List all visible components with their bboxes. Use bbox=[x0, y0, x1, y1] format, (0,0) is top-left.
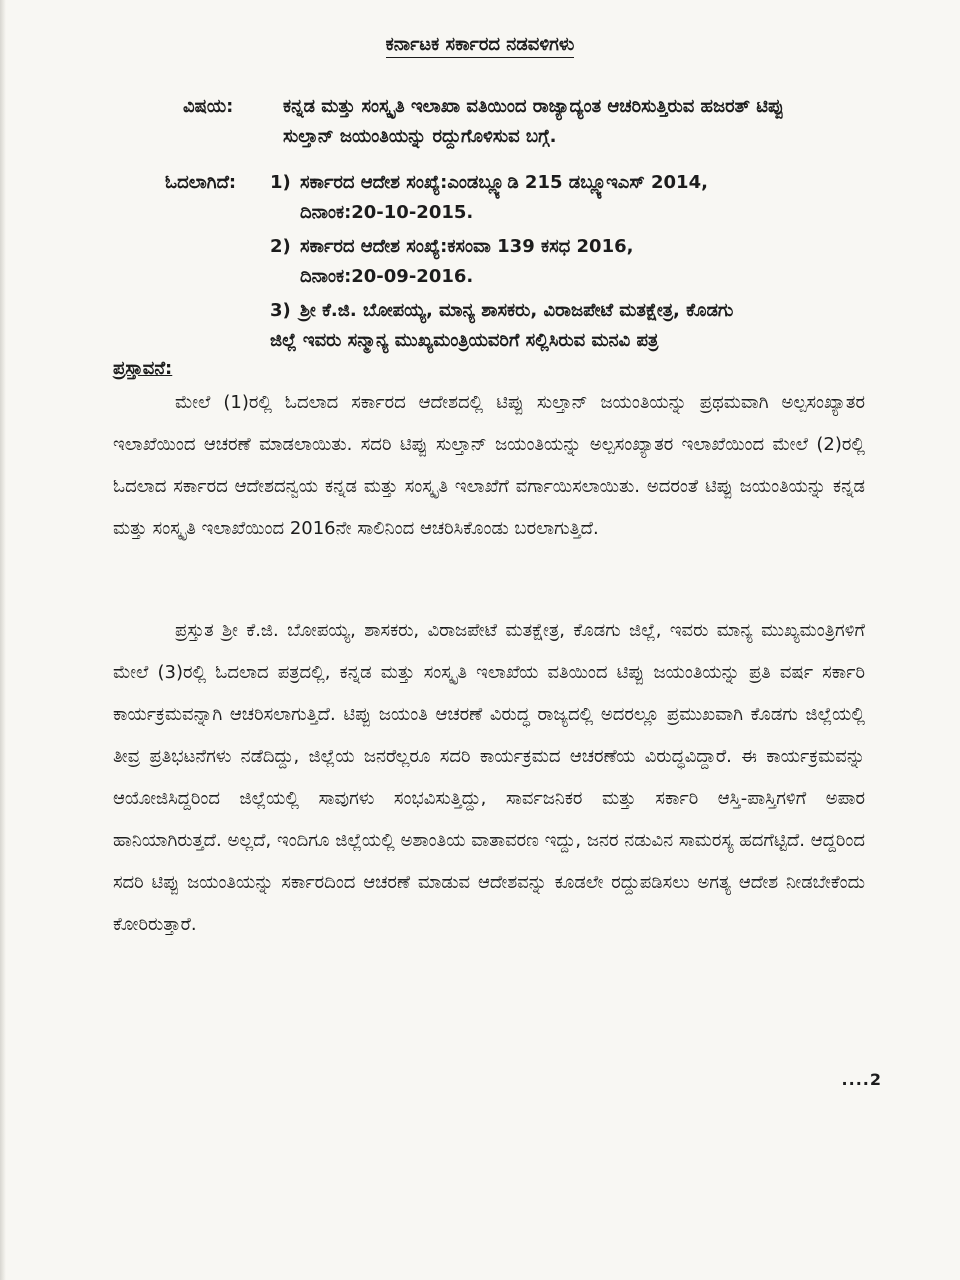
scan-edge bbox=[0, 0, 6, 1280]
next-page-marker: ....2 bbox=[841, 1070, 882, 1089]
reference-item bbox=[270, 232, 830, 292]
reference-number: 1) bbox=[270, 172, 291, 193]
reference-item bbox=[270, 296, 830, 356]
reference-line: ಜಿಲ್ಲೆ ಇವರು ಸನ್ಮಾನ್ಯ ಮುಖ್ಯಮಂತ್ರಿಯವರಿಗೆ ಸಲ್ಲಿಸಿರುವ ಮನವಿ ಪತ್ರ bbox=[270, 330, 659, 351]
subject-text: ಕನ್ನಡ ಮತ್ತು ಸಂಸ್ಕೃತಿ ಇಲಾಖಾ ವತಿಯಿಂದ ರಾಜ್ಯಾದ್ಯಂತ ಆಚರಿಸುತ್ತಿರುವ ಹಜರತ್ ಟಿಪ್ಪು ಸುಲ್ತಾನ್ ಜಯಂತಿಯನ್ನು ರದ್ದುಗೊಳಿಸುವ ಬಗ್ಗೆ. bbox=[283, 96, 785, 147]
preamble-label: ಪ್ರಸ್ತಾವನೆ: bbox=[113, 358, 173, 379]
subject-label: ವಿಷಯ: bbox=[183, 96, 234, 117]
preamble-paragraph: ಮೇಲೆ (1)ರಲ್ಲಿ ಓದಲಾದ ಸರ್ಕಾರದ ಆದೇಶದಲ್ಲಿ ಟಿಪ್ಪು ಸುಲ್ತಾನ್ ಜಯಂತಿಯನ್ನು ಪ್ರಥಮವಾಗಿ ಅಲ್ಪಸಂಖ್ಯಾತರ ಇಲಾಖೆಯಿಂದ ಆಚರಣೆ ಮಾಡಲಾಯಿತು. ಸದರಿ ಟಿಪ್ಪು ಸುಲ್ತಾನ್ ಜಯಂತಿಯನ್ನು ಅಲ್ಪಸಂಖ್ಯಾತರ ಇಲಾಖೆಯಿಂದ ಮೇಲೆ (2)ರಲ್ಲಿ ಓದಲಾದ ಸರ್ಕಾರದ ಆದೇಶದನ್ವಯ ಕನ್ನಡ ಮತ್ತು ಸಂಸ್ಕೃತಿ ಇಲಾಖೆಗೆ ವರ್ಗಾಯಿಸಲಾಯಿತು. ಅದರಂತೆ ಟಿಪ್ಪು ಜಯಂತಿಯನ್ನು ಕನ್ನಡ ಮತ್ತು ಸಂಸ್ಕೃತಿ ಇಲಾಖೆಯಿಂದ 2016ನೇ ಸಾಲಿನಿಂದ ಆಚರಿಸಿಕೊಂಡು ಬರಲಾಗುತ್ತಿದೆ. bbox=[113, 392, 865, 539]
reference-item bbox=[270, 168, 830, 228]
read-label: ಓದಲಾಗಿದೆ: bbox=[165, 172, 237, 193]
reference-line: ಸರ್ಕಾರದ ಆದೇಶ ಸಂಖ್ಯೆ:ಎಂಡಬ್ಲ್ಯೂಡಿ 215 ಡಬ್ಲ್ಯೂಇಎಸ್ 2014, bbox=[300, 172, 708, 193]
reference-line: ಸರ್ಕಾರದ ಆದೇಶ ಸಂಖ್ಯೆ:ಕಸಂವಾ 139 ಕಸಧ 2016, bbox=[300, 236, 634, 257]
preamble-paragraph: ಪ್ರಸ್ತುತ ಶ್ರೀ ಕೆ.ಜಿ. ಬೋಪಯ್ಯ, ಶಾಸಕರು, ವಿರಾಜಪೇಟೆ ಮತಕ್ಷೇತ್ರ, ಕೊಡಗು ಜಿಲ್ಲೆ, ಇವರು ಮಾನ್ಯ ಮುಖ್ಯಮಂತ್ರಿಗಳಿಗೆ ಮೇಲೆ (3)ರಲ್ಲಿ ಓದಲಾದ ಪತ್ರದಲ್ಲಿ, ಕನ್ನಡ ಮತ್ತು ಸಂಸ್ಕೃತಿ ಇಲಾಖೆಯ ವತಿಯಿಂದ ಟಿಪ್ಪು ಜಯಂತಿಯನ್ನು ಪ್ರತಿ ವರ್ಷ ಸರ್ಕಾರಿ ಕಾರ್ಯಕ್ರಮವನ್ನಾಗಿ ಆಚರಿಸಲಾಗುತ್ತಿದೆ. ಟಿಪ್ಪು ಜಯಂತಿ ಆಚರಣೆ ವಿರುದ್ಧ ರಾಜ್ಯದಲ್ಲಿ ಅದರಲ್ಲೂ ಪ್ರಮುಖವಾಗಿ ಕೊಡಗು ಜಿಲ್ಲೆಯಲ್ಲಿ ತೀವ್ರ ಪ್ರತಿಭಟನೆಗಳು ನಡೆದಿದ್ದು, ಜಿಲ್ಲೆಯ ಜನರೆಲ್ಲರೂ ಸದರಿ ಕಾರ್ಯಕ್ರಮದ ಆಚರಣೆಯ ವಿರುದ್ಧವಿದ್ದಾರೆ. ಈ ಕಾರ್ಯಕ್ರಮವನ್ನು ಆಯೋಜಿಸಿದ್ದರಿಂದ ಜಿಲ್ಲೆಯಲ್ಲಿ ಸಾವುಗಳು ಸಂಭವಿಸುತ್ತಿದ್ದು, ಸಾರ್ವಜನಿಕರ ಮತ್ತು ಸರ್ಕಾರಿ ಆಸ್ತಿ-ಪಾಸ್ತಿಗಳಿಗೆ ಅಪಾರ ಹಾನಿಯಾಗಿರುತ್ತದೆ. ಅಲ್ಲದೆ, ಇಂದಿಗೂ ಜಿಲ್ಲೆಯಲ್ಲಿ ಅಶಾಂತಿಯ ವಾತಾವರಣ ಇದ್ದು, ಜನರ ನಡುವಿನ ಸಾಮರಸ್ಯ ಹದಗೆಟ್ಟಿದೆ. ಆದ್ದರಿಂದ ಸದರಿ ಟಿಪ್ಪು ಜಯಂತಿಯನ್ನು ಸರ್ಕಾರದಿಂದ ಆಚರಣೆ ಮಾಡುವ ಆದೇಶವನ್ನು ಕೂಡಲೇ ರದ್ದುಪಡಿಸಲು ಅಗತ್ಯ ಆದೇಶ ನೀಡಬೇಕೆಂದು ಕೋರಿರುತ್ತಾರೆ. bbox=[113, 620, 865, 935]
reference-number: 2) bbox=[270, 236, 291, 257]
document-title-text: ಕರ್ನಾಟಕ ಸರ್ಕಾರದ ನಡವಳಿಗಳು bbox=[386, 34, 575, 58]
reference-line: ದಿನಾಂಕ:20-09-2016. bbox=[300, 266, 474, 287]
reference-number: 3) bbox=[270, 300, 291, 321]
reference-line: ಶ್ರೀ ಕೆ.ಜಿ. ಬೋಪಯ್ಯ, ಮಾನ್ಯ ಶಾಸಕರು, ವಿರಾಜಪೇಟೆ ಮತಕ್ಷೇತ್ರ, ಕೊಡಗು bbox=[300, 300, 734, 321]
reference-line: ದಿನಾಂಕ:20-10-2015. bbox=[300, 202, 474, 223]
document-title bbox=[0, 34, 960, 55]
reference-list bbox=[270, 168, 830, 356]
